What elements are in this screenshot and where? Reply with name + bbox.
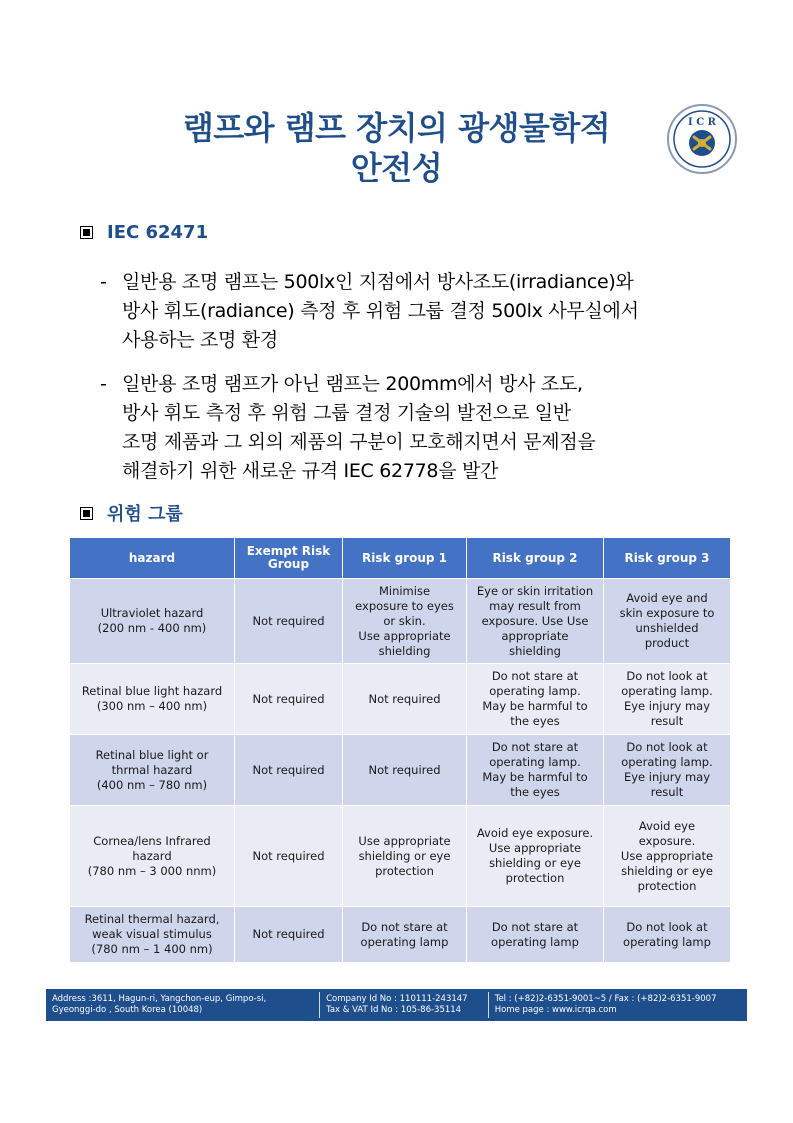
bullet-line: 일반용 조명 램프가 아닌 램프는 200mm에서 방사 조도, (122, 373, 583, 395)
section-heading-label: IEC 62471 (107, 222, 209, 243)
title-line-1: 램프와 램프 장치의 광생물학적 (182, 109, 611, 147)
page-title (120, 108, 673, 188)
footer-address-line: Address :3611, Hagun-ri, Yangchon-eup, Gimpo-si, (52, 994, 267, 1004)
table-cell: Use appropriate shielding or eye protection (343, 806, 467, 907)
footer-divider (319, 992, 320, 1018)
footer-phone-fax: Tel : (+82)2-6351-9001~5 / Fax : (+82)2-6351-9007 (494, 994, 717, 1004)
bullet-line: 방사 휘도(radiance) 측정 후 위험 그룹 결정 500lx 사무실에서 (122, 300, 639, 322)
table-cell: Do not stare at operating lamp (343, 907, 467, 963)
square-bullet-icon (80, 507, 93, 520)
footer-company-id: Company Id No : 110111-243147 (326, 994, 468, 1004)
dash-marker: - (100, 373, 107, 395)
column-header (235, 538, 343, 579)
table-cell: Ultraviolet hazard (200 nm - 400 nm) (70, 579, 235, 664)
bullet-line: 해결하기 위한 새로운 규격 IEC 62778을 발간 (122, 460, 499, 482)
table-row (70, 806, 731, 907)
table-header-row (70, 538, 731, 579)
bullet-item (100, 268, 740, 355)
column-header: hazard (70, 538, 235, 579)
table-cell: Do not stare at operating lamp (467, 907, 604, 963)
footer-tax-id: Tax & VAT Id No : 105-86-35114 (326, 1005, 462, 1015)
table-cell: Not required (343, 735, 467, 806)
footer-address-line: Gyeonggi-do , South Korea (10048) (52, 1005, 203, 1015)
table-cell: Do not stare at operating lamp. May be harmful to the eyes (467, 735, 604, 806)
table-cell: Not required (343, 664, 467, 735)
footer-contact (489, 992, 747, 1018)
table-cell: Avoid eye exposure. Use appropriate shielding or eye protection (604, 806, 731, 907)
icr-logo (666, 103, 738, 175)
table-row (70, 735, 731, 806)
table-cell: Not required (235, 806, 343, 907)
table-cell: Not required (235, 735, 343, 806)
table-cell: Avoid eye and skin exposure to unshielded product (604, 579, 731, 664)
bullet-line: 사용하는 조명 환경 (122, 329, 278, 351)
footer-divider (488, 992, 489, 1018)
section-heading-risk-group (80, 500, 183, 526)
table-cell: Do not look at operating lamp. Eye injury may result (604, 664, 731, 735)
table-cell: Do not look at operating lamp. Eye injury may result (604, 735, 731, 806)
table-cell: Cornea/lens Infrared hazard (780 nm – 3 000 nnm) (70, 806, 235, 907)
footer-homepage-link[interactable]: Home page : www.icrqa.com (494, 1005, 617, 1015)
dash-marker: - (100, 271, 107, 293)
table-row (70, 907, 731, 963)
table-cell: Do not stare at operating lamp. May be harmful to the eyes (467, 664, 604, 735)
logo-text: I C R (688, 117, 716, 128)
risk-group-table (69, 537, 731, 963)
bullet-item (100, 370, 740, 486)
column-header: Risk group 3 (604, 538, 731, 579)
page-footer (46, 989, 747, 1021)
table-cell: Avoid eye exposure. Use appropriate shielding or eye protection (467, 806, 604, 907)
table-row (70, 579, 731, 664)
table-cell: Retinal blue light hazard (300 nm – 400 nm) (70, 664, 235, 735)
column-header: Risk group 2 (467, 538, 604, 579)
footer-address (46, 992, 319, 1018)
column-header-label: Exempt Risk Group (246, 544, 331, 571)
table-cell: Not required (235, 907, 343, 963)
table-cell: Not required (235, 579, 343, 664)
table-cell: Minimise exposure to eyes or skin. Use appropriate shielding (343, 579, 467, 664)
table-row (70, 664, 731, 735)
title-line-2: 안전성 (350, 149, 443, 187)
square-bullet-icon (80, 226, 93, 239)
bullet-line: 조명 제품과 그 외의 제품의 구분이 모호해지면서 문제점을 (122, 431, 596, 453)
section-heading-iec (80, 222, 208, 243)
table-cell: Eye or skin irritation may result from exposure. Use Use appropriate shielding (467, 579, 604, 664)
column-header: Risk group 1 (343, 538, 467, 579)
section-heading-label: 위험 그룹 (107, 504, 183, 525)
table-cell: Retinal blue light or thrmal hazard (400 nm – 780 nm) (70, 735, 235, 806)
footer-company (320, 992, 488, 1018)
bullet-line: 일반용 조명 램프는 500lx인 지점에서 방사조도(irradiance)와 (122, 271, 634, 293)
table-cell: Retinal thermal hazard, weak visual stimulus (780 nm – 1 400 nm) (70, 907, 235, 963)
table-cell: Do not look at operating lamp (604, 907, 731, 963)
bullet-line: 방사 휘도 측정 후 위험 그룹 결정 기술의 발전으로 일반 (122, 402, 571, 424)
table-cell: Not required (235, 664, 343, 735)
